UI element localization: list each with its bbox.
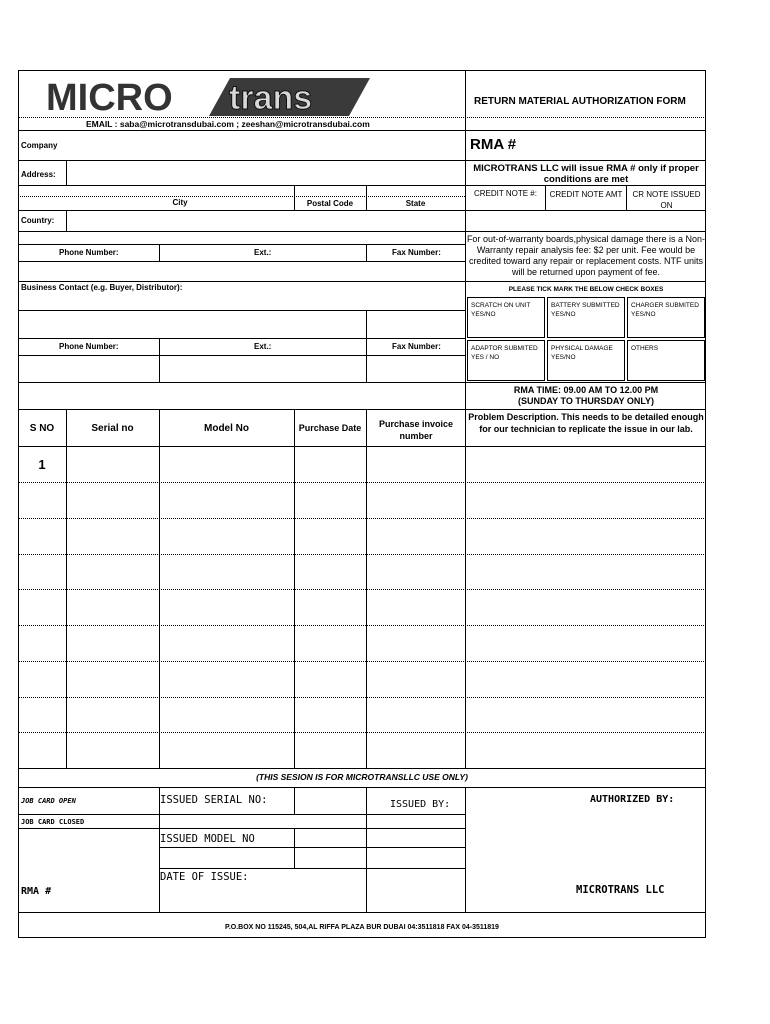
checkbox-charger-submited[interactable] [627, 297, 705, 338]
divider [366, 787, 367, 912]
col-header-problem-description: Problem Description. This needs to be detailed enough for our technician to replicate the issue in our lab. [468, 412, 704, 434]
divider [18, 355, 465, 356]
divider [465, 210, 706, 211]
checkbox-label: PHYSICAL DAMAGE [551, 345, 613, 352]
checkbox-value: YES/NO [471, 311, 496, 318]
divider [465, 382, 706, 383]
checkbox-scratch-on-unit[interactable] [467, 297, 545, 338]
divider [465, 231, 706, 232]
country-field[interactable] [67, 211, 464, 231]
checkbox-battery-submitted[interactable] [547, 297, 625, 338]
divider [18, 281, 465, 282]
credit-note-label: CREDIT NOTE #: [474, 189, 537, 198]
ext-label: Ext.: [254, 342, 272, 351]
issued-model-label: ISSUED MODEL NO [160, 833, 255, 845]
divider [18, 828, 465, 829]
checkbox-others[interactable] [627, 340, 705, 381]
job-card-open-label: JOB CARD OPEN [21, 797, 76, 805]
divider [159, 338, 160, 355]
col-header-model-no: Model No [204, 423, 249, 434]
rma-number-title: RMA # [470, 136, 517, 153]
table-row-line [18, 554, 706, 555]
table-row-line [18, 589, 706, 590]
divider [159, 868, 465, 869]
divider [18, 446, 706, 447]
state-label: State [405, 199, 426, 208]
address-field[interactable] [67, 161, 464, 185]
divider [366, 355, 367, 382]
divider [18, 912, 706, 913]
address-label: Address: [21, 170, 56, 179]
checkbox-value: YES/NO [551, 311, 576, 318]
email-line: EMAIL : saba@microtransdubai.com ; zeeshan@microtransdubai.com [86, 119, 370, 129]
divider [159, 847, 465, 848]
rma-time [466, 385, 706, 407]
col-header-serial-no: Serial no [91, 423, 134, 434]
divider [18, 814, 465, 815]
company-label: Company [21, 141, 58, 150]
divider [465, 160, 706, 161]
business-contact-label: Business Contact (e.g. Buyer, Distributor): [21, 283, 183, 292]
col-header-purchase-invoice: Purchase invoice number [378, 419, 454, 441]
table-row-line [18, 732, 706, 733]
tick-instructions: PLEASE TICK MARK THE BELOW CHECK BOXES [508, 286, 664, 293]
divider [18, 244, 465, 245]
phone-number-label: Phone Number: [59, 248, 119, 257]
divider [18, 768, 706, 769]
divider [465, 787, 466, 912]
divider [366, 310, 367, 338]
divider [294, 828, 295, 868]
business-contact-field[interactable] [19, 311, 365, 338]
rma-time-days: (SUNDAY TO THURSDAY ONLY) [517, 396, 655, 406]
footer-address: P.O.BOX NO 115245, 504,AL RIFFA PLAZA BUR DUBAI 04:3511818 FAX 04-3511819 [225, 924, 499, 931]
checkbox-label: ADAPTOR SUBMITED [471, 345, 538, 352]
col-header-purchase-date: Purchase Date [298, 423, 362, 433]
rma-issue-note: MICROTRANS LLC will issue RMA # only if proper conditions are met [473, 163, 699, 185]
table-row-line [18, 625, 706, 626]
issued-serial-label: ISSUED SERIAL NO: [160, 794, 268, 806]
divider [18, 787, 706, 788]
ext-label: Ext.: [254, 248, 272, 257]
warranty-note: For out-of-warranty boards,physical damage there is a Non-Warranty repair analysis fee: $2 per unit. Fee would be credited toward any repair or replacement costs. NTF units will be returned upon payment of fee. [466, 234, 706, 277]
checkbox-adaptor-submited[interactable] [467, 340, 545, 381]
fax-number-label: Fax Number: [392, 248, 441, 257]
divider [294, 787, 295, 814]
col-header-sno: S NO [29, 423, 55, 434]
authorized-by-label: AUTHORIZED BY: [590, 794, 675, 805]
divider [18, 261, 465, 262]
divider [18, 409, 706, 410]
fax-number-label: Fax Number: [392, 342, 441, 351]
issued-by-label: ISSUED BY: [390, 799, 451, 810]
divider [465, 185, 706, 186]
phone-number-label: Phone Number: [59, 342, 119, 351]
office-use-title: (THIS SESION IS FOR MICROTRANSLLC USE ONLY) [256, 772, 468, 782]
country-label: Country: [21, 216, 55, 225]
city-label: City [172, 198, 188, 207]
divider [18, 185, 465, 186]
cr-note-issued-label: CR NOTE ISSUED ON [632, 190, 701, 210]
rma-time-hours: RMA TIME: 09.00 AM TO 12.00 PM [513, 385, 659, 395]
checkbox-label: CHARGER SUBMITED [631, 302, 699, 309]
table-row-line [18, 482, 706, 483]
divider [18, 231, 465, 232]
checkbox-label: SCRATCH ON UNIT [471, 302, 531, 309]
logo-trans-text: trans [229, 79, 313, 117]
checkbox-value: YES / NO [471, 354, 500, 361]
divider [18, 117, 706, 118]
checkbox-value: YES/NO [631, 311, 656, 318]
divider [18, 196, 465, 197]
form-title: RETURN MATERIAL AUTHORIZATION FORM [474, 96, 686, 107]
checkbox-physical-damage[interactable] [547, 340, 625, 381]
divider [159, 355, 160, 382]
divider [18, 338, 465, 339]
divider [18, 130, 706, 131]
table-row-line [18, 697, 706, 698]
divider [465, 281, 706, 282]
postal-code-label: Postal Code [306, 199, 354, 208]
divider [18, 382, 465, 383]
credit-note-amt-label: CREDIT NOTE AMT [549, 190, 623, 199]
rma-label: RMA # [21, 886, 52, 897]
date-of-issue-label: DATE OF ISSUE: [160, 871, 249, 883]
checkbox-label: BATTERY SUBMITTED [551, 302, 620, 309]
divider [366, 338, 367, 355]
row-sno: 1 [38, 457, 46, 472]
table-row-line [18, 518, 706, 519]
divider [159, 244, 160, 261]
divider [366, 244, 367, 261]
job-card-closed-label: JOB CARD CLOSED [21, 818, 85, 826]
logo-micro-text: MICRO [46, 77, 173, 118]
company-signature: MICROTRANS LLC [576, 884, 665, 896]
table-row-line [18, 661, 706, 662]
checkbox-value: YES/NO [551, 354, 576, 361]
checkbox-label: OTHERS [631, 345, 659, 352]
